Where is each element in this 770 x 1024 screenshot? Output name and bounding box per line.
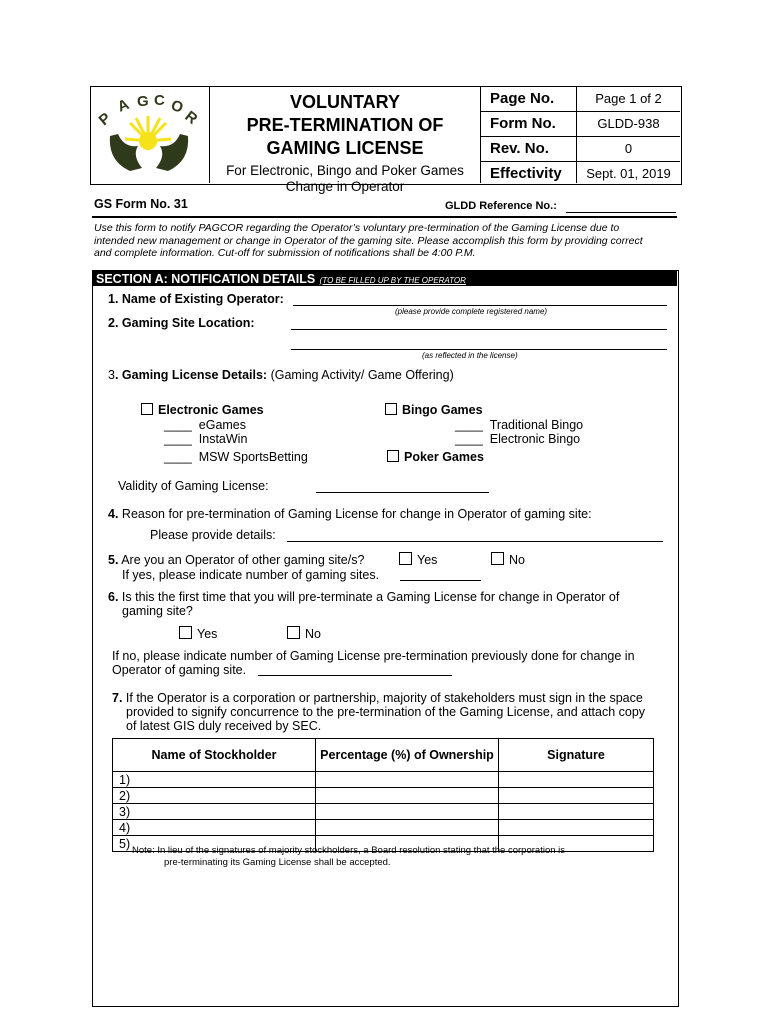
meta-label: Effectivity	[481, 162, 577, 183]
msw-option[interactable]: ____ MSW SportsBetting	[164, 450, 308, 464]
gldd-ref-field[interactable]	[566, 212, 676, 213]
site-location-field-1[interactable]	[291, 329, 667, 330]
q5-yes-option[interactable]: Yes	[399, 552, 437, 567]
svg-text:G: G	[137, 93, 149, 110]
table-row[interactable]	[113, 804, 654, 820]
q5-label: 5. Are you an Operator of other gaming site/s?	[108, 553, 365, 567]
q6-label: 6. Is this the first time that you will pre-terminate a Gaming License for change in Operator of	[108, 590, 620, 604]
checkbox[interactable]	[287, 626, 300, 639]
meta-value: Sept. 01, 2019	[586, 166, 671, 181]
table-header-row	[113, 739, 654, 772]
signature-cell[interactable]	[499, 804, 654, 820]
percentage-cell[interactable]	[316, 772, 499, 788]
gs-form-number: GS Form No. 31	[94, 197, 188, 211]
meta-label: Rev. No.	[481, 137, 577, 161]
q3-label: 3. Gaming License Details: (Gaming Activity/ Game Offering)	[108, 368, 454, 382]
svg-text:C: C	[154, 92, 165, 109]
svg-text:A: A	[115, 95, 132, 116]
q7-label: 7. If the Operator is a corporation or partnership, majority of stakeholders must sign in the space	[112, 691, 643, 705]
svg-text:P: P	[95, 109, 115, 130]
electronic-games-option[interactable]: Electronic Games	[141, 403, 264, 417]
instructions	[94, 222, 678, 260]
row-number: 4)	[113, 820, 316, 836]
meta-effectivity	[481, 162, 680, 183]
q2-label: 2. Gaming Site Location:	[108, 316, 255, 330]
q5-no-option[interactable]: No	[491, 552, 525, 567]
meta-label: Page No.	[481, 87, 577, 111]
meta-value: 0	[624, 141, 633, 156]
table-row[interactable]	[113, 788, 654, 804]
col-header-percentage: Percentage (%) of Ownership	[316, 739, 499, 772]
form-subtitle-line-1: For Electronic, Bingo and Poker Games	[226, 163, 464, 178]
form-title-line-1: VOLUNTARY	[290, 92, 400, 112]
svg-text:R: R	[181, 107, 201, 128]
meta-value: Page 1 of 2	[595, 91, 662, 106]
previous-pretermination-count-field[interactable]	[258, 675, 452, 676]
checkbox[interactable]	[387, 450, 399, 462]
bingo-games-option[interactable]: Bingo Games	[385, 403, 483, 417]
electronic-bingo-option[interactable]: ____ Electronic Bingo	[455, 432, 581, 446]
instruction-line: Use this form to notify PAGCOR regarding the Operator’s voluntary pre-termination of the Gaming License due to	[94, 222, 620, 234]
table-row[interactable]	[113, 820, 654, 836]
q6-ifno-line1: If no, please indicate number of Gaming License pre-termination previously done for change in	[112, 649, 635, 663]
note-line: Note: In lieu of the signatures of majority stockholders, a Board resolution stating that the corporation is	[132, 845, 566, 856]
note-line: pre-terminating its Gaming License shall be accepted.	[164, 857, 391, 868]
q6-label-line2: gaming site?	[122, 604, 193, 618]
checkbox[interactable]	[179, 626, 192, 639]
q7-line2: provided to signify concurrence to the pre-termination of the Gaming License, and attach copy	[126, 705, 646, 719]
section-a-note: (TO BE FILLED UP BY THE OPERATOR	[319, 276, 466, 285]
validity-label: Validity of Gaming License:	[118, 479, 269, 493]
checkbox[interactable]	[399, 552, 412, 565]
row-number: 2)	[113, 788, 316, 804]
q6-ifno-line2: Operator of gaming site.	[112, 663, 247, 677]
egames-option[interactable]: ____ eGames	[164, 418, 247, 432]
row-number: 5)	[113, 836, 316, 852]
form-subtitle-line-2: Change in Operator	[285, 179, 405, 194]
percentage-cell[interactable]	[316, 820, 499, 836]
q6-no-option[interactable]: No	[287, 626, 321, 641]
poker-games-option[interactable]: Poker Games	[387, 450, 484, 464]
row-number: 1)	[113, 772, 316, 788]
site-location-field-2[interactable]	[291, 349, 667, 350]
percentage-cell[interactable]	[316, 804, 499, 820]
signature-cell[interactable]	[499, 788, 654, 804]
col-header-name: Name of Stockholder	[113, 739, 316, 772]
gldd-ref-label: GLDD Reference No.:	[445, 200, 557, 212]
meta-page-no	[481, 87, 680, 112]
meta-rev-no	[481, 137, 680, 162]
q1-label: 1. Name of Existing Operator:	[108, 292, 284, 306]
q5-followup: If yes, please indicate number of gaming sites.	[122, 568, 380, 582]
svg-text:O: O	[168, 96, 186, 117]
operator-name-field[interactable]	[293, 305, 667, 306]
checkbox[interactable]	[385, 403, 397, 415]
q6-yes-option[interactable]: Yes	[179, 626, 217, 641]
signature-cell[interactable]	[499, 820, 654, 836]
percentage-cell[interactable]	[316, 788, 499, 804]
q4-details-label: Please provide details:	[150, 528, 276, 542]
reason-details-field[interactable]	[287, 541, 663, 542]
section-a-title: SECTION A: NOTIFICATION DETAILS	[96, 272, 316, 286]
instruction-line: intended new management or change in Operator of the gaming site. Please accomplish this form by providing correct	[94, 234, 643, 247]
stockholder-table	[112, 738, 654, 852]
row-number: 3)	[113, 804, 316, 820]
section-a-header	[92, 270, 677, 286]
instruction-line: and complete information. Cut-off for submission of notifications shall be 4:00 P.M.	[94, 247, 476, 259]
form-title-line-3: GAMING LICENSE	[266, 138, 424, 158]
meta-value: GLDD-938	[597, 116, 660, 131]
checkbox[interactable]	[491, 552, 504, 565]
table-row[interactable]	[113, 772, 654, 788]
pagcor-logo	[90, 86, 210, 183]
instawin-option[interactable]: ____ InstaWin	[164, 432, 248, 446]
meta-form-no	[481, 112, 680, 137]
header-divider	[92, 216, 677, 218]
meta-label: Form No.	[481, 112, 577, 136]
q7-line3: of latest GIS duly received by SEC.	[126, 719, 322, 733]
form-title-line-2: PRE-TERMINATION OF	[246, 115, 444, 135]
signature-cell[interactable]	[499, 772, 654, 788]
form-title-block	[210, 86, 481, 194]
q1-hint: (please provide complete registered name)	[395, 307, 548, 316]
board-resolution-note	[132, 845, 565, 869]
col-header-signature: Signature	[499, 739, 654, 772]
q2-hint: (as reflected in the license)	[422, 351, 518, 360]
validity-field[interactable]	[316, 492, 489, 493]
traditional-bingo-option[interactable]: ____ Traditional Bingo	[455, 418, 584, 432]
q4-label: 4. Reason for pre-termination of Gaming License for change in Operator of gaming site:	[108, 507, 592, 521]
gaming-sites-count-field[interactable]	[400, 580, 481, 581]
checkbox[interactable]	[141, 403, 153, 415]
